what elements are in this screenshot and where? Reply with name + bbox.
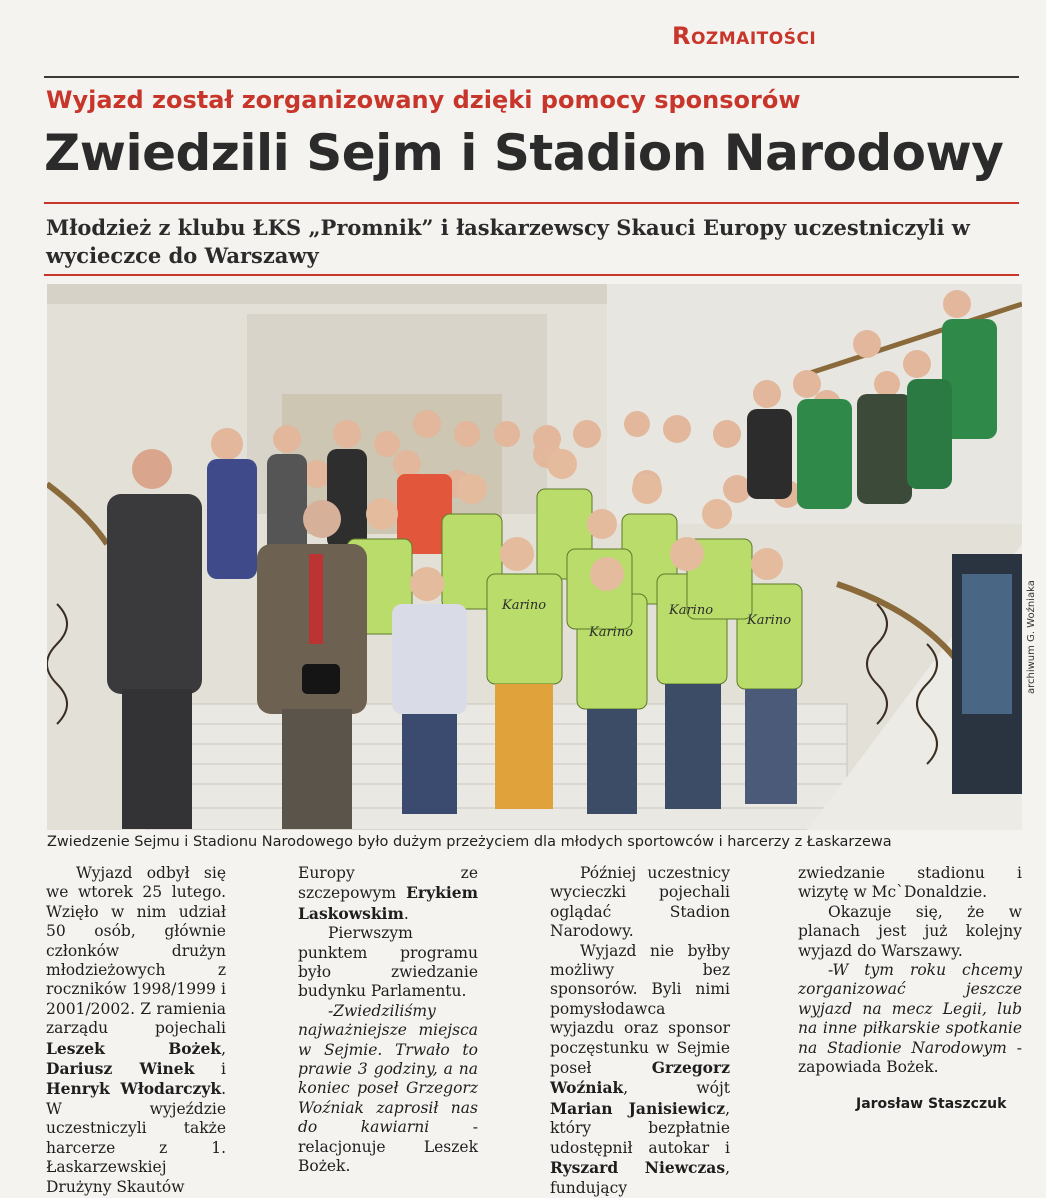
top-rule [44,76,1019,78]
photo-credit: archiwum G. Woźniaka [1026,580,1037,694]
photo-caption: Zwiedzenie Sejmu i Stadionu Narodowego było dużym przeżyciem dla młodych sportowców i harcerzy z Łaskarzewa [47,834,892,850]
group-photo [47,284,1022,830]
body-column-1: Wyjazd odbył się we wtorek 25 lutego. Wzięło w nim udział 50 osób, głównie członków drużyn młodzieżowych z roczników 1998/1999 i 2001/2002. Z ramienia zarządu pojechali Leszek Bożek, Dariusz Winek i Henryk Włodarczyk. W wyjeździe uczestniczyli także harcerze z 1. Łaskarzewskiej Drużyny Skautów [46,864,226,1196]
body-column-2: Europy ze szczepowym Erykiem Laskowskim. Pierwszym punktem programu było zwiedzanie budynku Parlamentu. -Zwiedziliśmy najważniejsze miejsca w Sejmie. Trwało to prawie 3 godziny, a na koniec poseł Grzegorz Woźniak zaprosił nas do kawiarni -relacjonuje Leszek Bożek. [298,864,478,1176]
body-column-3: Później uczestnicy wycieczki pojechali oglądać Stadion Narodowy. Wyjazd nie byłby możliwy bez sponsorów. Byli nimi pomysłodawca wyjazdu oraz sponsor poczęstunku w Sejmie poseł Grzegorz Woźniak, wójt Marian Janisiewicz, który bezpłatnie udostępnił autokar i Ryszard Niewczas, fundujący [550,864,730,1197]
article-headline: Zwiedzili Sejm i Stadion Narodowy [44,124,1004,182]
section-label: Rozmaitości [672,22,817,50]
group-photo-illustration [47,284,1022,830]
article-kicker: Wyjazd został zorganizowany dzięki pomocy sponsorów [46,86,801,114]
headline-rule [44,202,1019,204]
jersey-text: Karino [589,625,634,640]
body-column-4: zwiedzanie stadionu i wizytę w Mc`Donaldzie. Okazuje się, że w planach jest już kolejny wyjazd do Warszawy. -W tym roku chcemy zorganizować jeszcze wyjazd na mecz Legii, lub na inne piłkarskie spotkanie na Stadionie Narodowym -zapowiada Bożek. [798,864,1022,1077]
jersey-text: Karino [669,603,714,618]
lead-rule [44,274,1019,276]
article-lead: Młodzież z klubu ŁKS „Promnik” i łaskarzewscy Skauci Europy uczestniczyli w wycieczce do Warszawy [46,215,970,268]
jersey-text: Karino [747,613,792,628]
author-byline: Jarosław Staszczuk [856,1096,1007,1112]
jersey-text: Karino [502,598,547,613]
